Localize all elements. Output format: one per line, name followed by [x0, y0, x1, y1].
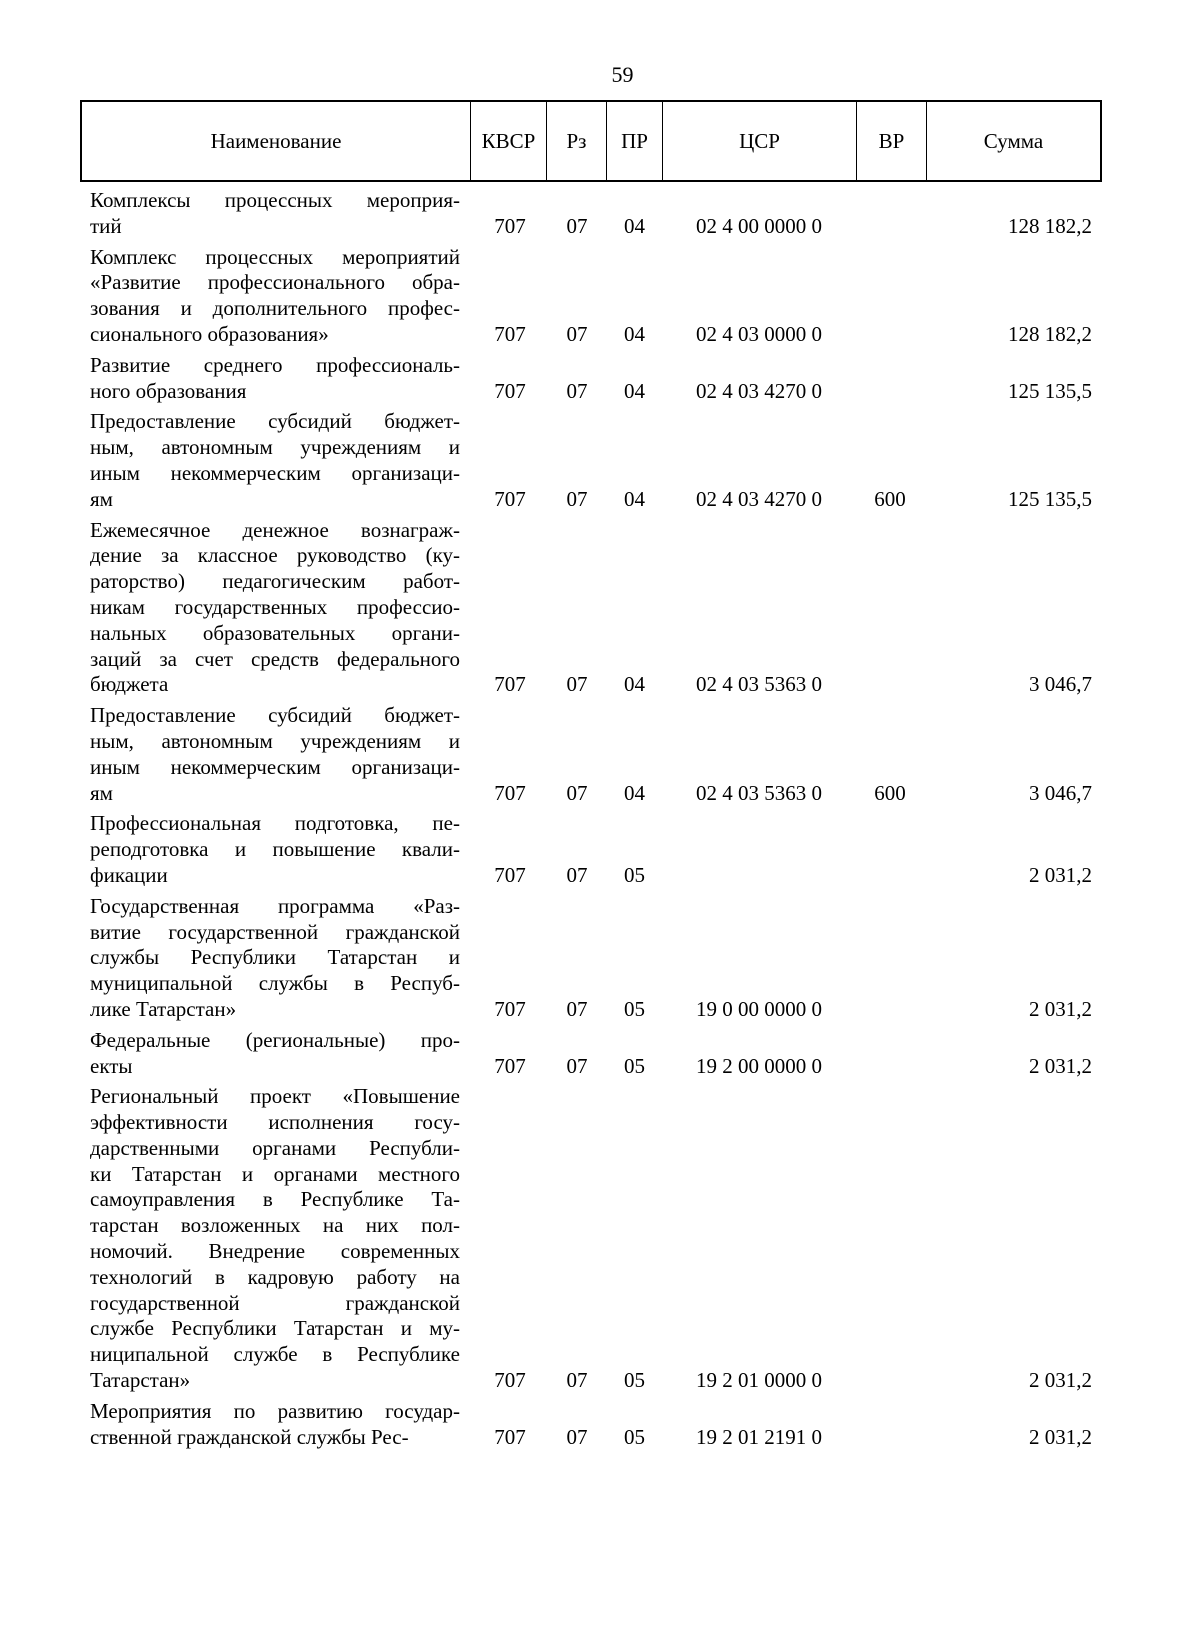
- row-rz: 07: [566, 321, 588, 346]
- row-csr: 19 2 00 0000 0: [696, 1053, 822, 1078]
- row-pr: 04: [624, 321, 645, 346]
- table-row: [90, 409, 1102, 512]
- row-pr: 05: [624, 862, 645, 887]
- row-name-line: службе Республики Татарстан и му-: [90, 1316, 460, 1341]
- row-name-line: дарственными органами Республи-: [90, 1135, 460, 1160]
- row-sum: 2 031,2: [1029, 1368, 1092, 1393]
- row-name-line: Татарстан»: [90, 1368, 191, 1393]
- row-kvsr: 707: [494, 996, 526, 1021]
- row-csr: 19 0 00 0000 0: [696, 996, 822, 1021]
- row-name: [90, 811, 460, 888]
- row-rz: 07: [566, 486, 588, 511]
- row-rz: 07: [566, 1053, 588, 1078]
- table-row: [90, 811, 1102, 888]
- row-name-line: Предоставление субсидий бюджет-: [90, 703, 460, 728]
- row-name-line: Региональный проект «Повышение: [90, 1084, 460, 1109]
- row-name-line: ям: [90, 780, 113, 805]
- row-kvsr: 707: [494, 378, 526, 403]
- row-name-line: ного образования: [90, 378, 247, 403]
- row-csr: 02 4 03 0000 0: [696, 321, 822, 346]
- row-vr: 600: [874, 486, 906, 511]
- row-name-line: Профессиональная подготовка, пе-: [90, 811, 460, 836]
- row-name-line: ям: [90, 486, 113, 511]
- row-name-line: Федеральные (региональные) про-: [90, 1027, 460, 1052]
- row-name-line: витие государственной гражданской: [90, 919, 460, 944]
- row-kvsr: 707: [494, 321, 526, 346]
- table-row: [90, 1084, 1102, 1394]
- row-sum: 128 182,2: [1008, 213, 1092, 238]
- row-kvsr: 707: [494, 486, 526, 511]
- row-vr: 600: [874, 780, 906, 805]
- table-row: [90, 703, 1102, 806]
- table-row: [90, 518, 1102, 699]
- row-kvsr: 707: [494, 862, 526, 887]
- row-kvsr: 707: [494, 1424, 526, 1449]
- row-name-line: ниципальной службе в Республике: [90, 1342, 460, 1367]
- row-name-line: зования и дополнительного профес-: [90, 296, 460, 321]
- row-pr: 04: [624, 213, 645, 238]
- row-name: [90, 894, 460, 1023]
- table-row: [90, 245, 1102, 348]
- header-pr: ПР: [606, 102, 662, 180]
- header-name: Наименование: [210, 128, 342, 153]
- row-rz: 07: [566, 862, 588, 887]
- row-name-line: Комплексы процессных мероприя-: [90, 188, 460, 212]
- row-sum: 125 135,5: [1008, 486, 1092, 511]
- row-name-line: Мероприятия по развитию государ-: [90, 1398, 460, 1423]
- row-name: [90, 703, 460, 806]
- page-number: 59: [611, 62, 634, 87]
- row-name-line: эффективности исполнения госу-: [90, 1110, 460, 1135]
- table-row: [90, 1028, 1102, 1080]
- header-vr: ВР: [856, 102, 926, 180]
- header-kvsr: КВСР: [470, 102, 546, 180]
- row-name: [90, 188, 460, 240]
- row-name: [90, 245, 460, 348]
- row-kvsr: 707: [494, 780, 526, 805]
- row-pr: 04: [624, 486, 645, 511]
- table-row: [90, 353, 1102, 405]
- row-sum: 125 135,5: [1008, 378, 1092, 403]
- row-name-line: технологий в кадровую работу на: [90, 1264, 460, 1289]
- row-pr: 05: [624, 996, 645, 1021]
- row-rz: 07: [566, 1368, 588, 1393]
- row-sum: 2 031,2: [1029, 1053, 1092, 1078]
- row-csr: 02 4 00 0000 0: [696, 213, 822, 238]
- row-name-line: «Развитие профессионального обра-: [90, 270, 460, 295]
- row-name-line: иным некоммерческим организаци-: [90, 754, 460, 779]
- row-kvsr: 707: [494, 672, 526, 697]
- row-name-line: дение за классное руководство (ку-: [90, 543, 460, 568]
- row-sum: 2 031,2: [1029, 1424, 1092, 1449]
- row-rz: 07: [566, 1424, 588, 1449]
- row-kvsr: 707: [494, 1053, 526, 1078]
- row-sum: 3 046,7: [1029, 780, 1092, 805]
- header-rz: Рз: [546, 102, 606, 180]
- row-rz: 07: [566, 378, 588, 403]
- row-name-line: службы Республики Татарстан и: [90, 945, 460, 970]
- row-pr: 05: [624, 1368, 645, 1393]
- row-pr: 04: [624, 672, 645, 697]
- row-csr: 02 4 03 5363 0: [696, 780, 822, 805]
- row-name-line: екты: [90, 1053, 133, 1078]
- row-name-line: Предоставление субсидий бюджет-: [90, 409, 460, 434]
- row-name: [90, 409, 460, 512]
- row-pr: 04: [624, 378, 645, 403]
- row-name-line: тарстан возложенных на них пол-: [90, 1213, 460, 1238]
- row-rz: 07: [566, 672, 588, 697]
- header-sum: Сумма: [926, 102, 1100, 180]
- row-name-line: иным некоммерческим организаци-: [90, 460, 460, 485]
- row-pr: 05: [624, 1424, 645, 1449]
- table-row: [90, 894, 1102, 1023]
- table-row: [90, 1399, 1102, 1451]
- row-csr: 02 4 03 5363 0: [696, 672, 822, 697]
- row-name-line: Развитие среднего профессиональ-: [90, 352, 460, 377]
- row-sum: 2 031,2: [1029, 862, 1092, 887]
- row-name-line: ным, автономным учреждениям и: [90, 435, 460, 460]
- row-name-line: заций за счет средств федерального: [90, 646, 460, 671]
- row-name-line: самоуправления в Республике Та-: [90, 1187, 460, 1212]
- row-csr: 19 2 01 2191 0: [696, 1424, 822, 1449]
- row-name-line: сионального образования»: [90, 321, 329, 346]
- row-name-line: Ежемесячное денежное вознаграж-: [90, 517, 460, 542]
- row-name-line: никам государственных профессио-: [90, 594, 460, 619]
- row-rz: 07: [566, 996, 588, 1021]
- table-header: [80, 100, 1102, 182]
- row-name-line: бюджета: [90, 672, 169, 697]
- row-name-line: лике Татарстан»: [90, 996, 237, 1021]
- row-name-line: ки Татарстан и органами местного: [90, 1161, 460, 1186]
- row-name: [90, 1028, 460, 1080]
- row-name: [90, 518, 460, 699]
- row-pr: 04: [624, 780, 645, 805]
- row-name: [90, 1084, 460, 1394]
- row-name: [90, 353, 460, 405]
- row-name-line: тий: [90, 213, 122, 238]
- row-sum: 2 031,2: [1029, 996, 1092, 1021]
- row-name-line: ным, автономным учреждениям и: [90, 728, 460, 753]
- row-name-line: номочий. Внедрение современных: [90, 1239, 460, 1264]
- row-name-line: Комплекс процессных мероприятий: [90, 244, 460, 269]
- row-name-line: муниципальной службы в Респуб-: [90, 971, 460, 996]
- row-sum: 128 182,2: [1008, 321, 1092, 346]
- header-csr: ЦСР: [662, 102, 856, 180]
- row-name-line: Государственная программа «Раз-: [90, 893, 460, 918]
- table-body: [90, 188, 1102, 1455]
- row-csr: 02 4 03 4270 0: [696, 486, 822, 511]
- row-rz: 07: [566, 780, 588, 805]
- row-csr: 19 2 01 0000 0: [696, 1368, 822, 1393]
- row-name-line: ственной гражданской службы Рес-: [90, 1424, 409, 1449]
- row-pr: 05: [624, 1053, 645, 1078]
- row-kvsr: 707: [494, 213, 526, 238]
- row-name: [90, 1399, 460, 1451]
- row-name-line: государственной гражданской: [90, 1290, 460, 1315]
- row-kvsr: 707: [494, 1368, 526, 1393]
- row-sum: 3 046,7: [1029, 672, 1092, 697]
- row-csr: 02 4 03 4270 0: [696, 378, 822, 403]
- row-name-line: реподготовка и повышение квали-: [90, 837, 460, 862]
- row-name-line: фикации: [90, 862, 168, 887]
- row-name-line: нальных образовательных органи-: [90, 620, 460, 645]
- row-name-line: раторство) педагогическим работ-: [90, 569, 460, 594]
- table-row: [90, 188, 1102, 240]
- row-rz: 07: [566, 213, 588, 238]
